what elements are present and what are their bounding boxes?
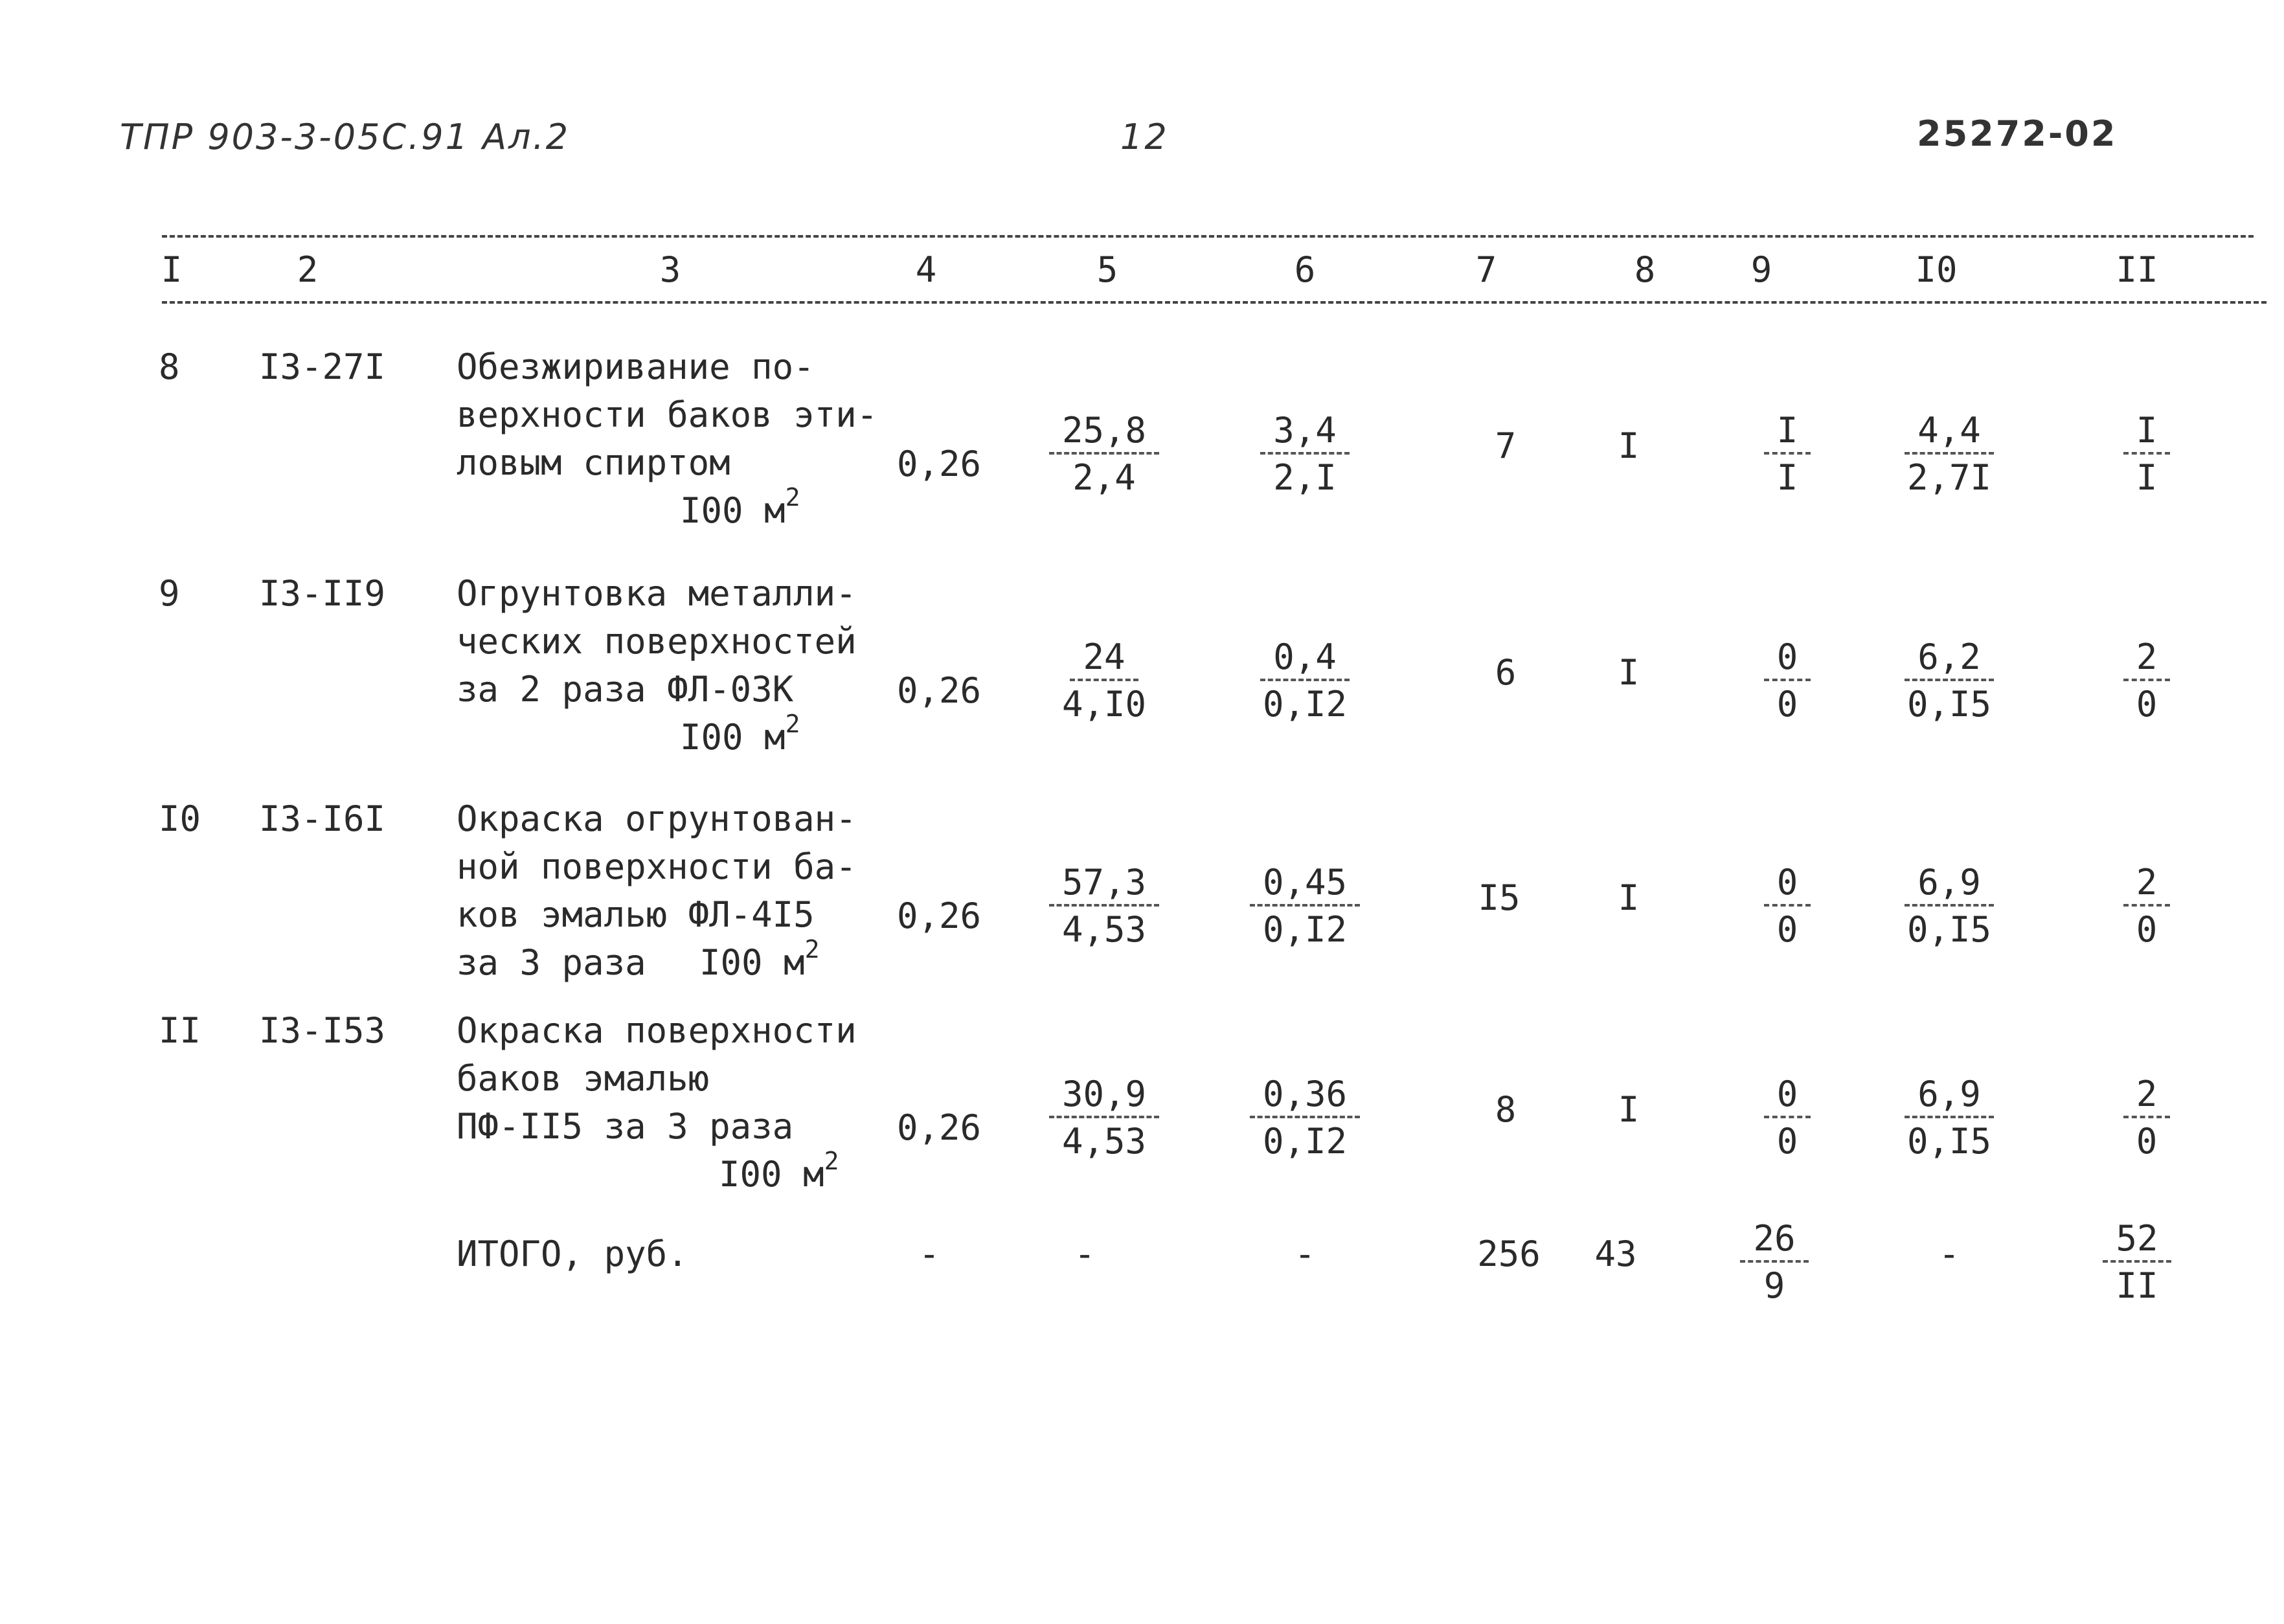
table-top-rule [162,235,2254,238]
column-header: 9 [1750,249,1772,290]
row-col11-fraction: $\frac{2}{0}$ [2063,636,2231,728]
row-col9-fraction: $\frac{0}{0}$ [1703,636,1871,728]
page-number: 12 [1120,117,1169,157]
document-number: 25272-02 [1917,113,2118,154]
row-unit: I00 $м^2$ [680,710,800,758]
row-col9-fraction: $\frac{0}{0}$ [1703,861,1871,953]
row-description-line: Окраска поверхности [457,1010,857,1051]
row-description-line: верхности баков эти- [457,394,878,435]
row-unit: I00 $м^2$ [719,1147,839,1195]
total-col9-fraction: $\frac{26}{9}$ [1690,1217,1859,1309]
row-col11-fraction: $\frac{2}{0}$ [2063,1073,2231,1165]
document-code: ТПР 903-3-05С.91 Ал.2 [120,117,571,157]
row-col6-fraction: $\frac{3,4}{2,I}$ [1221,409,1389,501]
row-code: I3-I6I [259,798,386,839]
row-unit: I00 $м^2$ [699,935,820,983]
row-description-line: ловым спиртом [457,442,730,483]
row-description-line: ков эмалью ФЛ-4I5 [457,894,815,935]
total-col6: - [1294,1234,1316,1274]
row-col9-fraction: $\frac{0}{0}$ [1703,1073,1871,1165]
row-col9-fraction: $\frac{I}{I}$ [1703,409,1871,501]
row-rate: 0,26 [897,670,982,711]
column-header: 2 [297,249,319,290]
row-description-line: Огрунтовка металли- [457,573,857,614]
row-description-line: за 2 раза ФЛ-03К [457,669,794,710]
row-col8: I [1618,652,1640,693]
row-col8: I [1618,425,1640,466]
row-col6-fraction: $\frac{0,4}{0,I2}$ [1221,636,1389,728]
column-header-rule [162,301,2267,304]
row-col11-fraction: $\frac{2}{0}$ [2063,861,2231,953]
row-col7: I5 [1478,877,1521,918]
row-col5-fraction: $\frac{57,3}{4,53}$ [1020,861,1188,953]
row-rate: 0,26 [897,896,982,936]
row-col10-fraction: $\frac{6,2}{0,I5}$ [1865,636,2033,728]
row-description-line: Окраска огрунтован- [457,798,857,839]
row-rate: 0,26 [897,1107,982,1148]
total-label: ИТОГО, руб. [457,1234,688,1274]
row-col6-fraction: $\frac{0,45}{0,I2}$ [1221,861,1389,953]
column-header: 7 [1475,249,1497,290]
row-description-line: баков эмалью [457,1058,710,1099]
row-code: I3-27I [259,346,386,387]
row-number: II [159,1010,201,1051]
total-col4: - [918,1234,940,1274]
column-header: 8 [1634,249,1656,290]
row-number: 8 [159,346,180,387]
column-header: 4 [915,249,937,290]
row-description-line: за 3 раза [457,942,646,983]
row-col7: 6 [1495,652,1517,693]
row-col10-fraction: $\frac{6,9}{0,I5}$ [1865,1073,2033,1165]
row-col10-fraction: $\frac{4,4}{2,7I}$ [1865,409,2033,501]
row-col5-fraction: $\frac{24}{4,I0}$ [1061,637,1147,725]
column-header: 3 [659,249,681,290]
row-col5-fraction: $\frac{30,9}{4,53}$ [1020,1073,1188,1165]
row-col11-fraction: $\frac{I}{I}$ [2063,409,2231,501]
column-header: 5 [1096,249,1118,290]
row-description-line: ческих поверхностей [457,621,857,662]
row-col7: 7 [1495,425,1517,466]
column-header: I [161,249,183,290]
row-description-line: ПФ-II5 за 3 раза [457,1106,794,1147]
row-number: 9 [159,573,180,614]
row-number: I0 [159,798,201,839]
row-col5-fraction: $\frac{25,8}{2,4}$ [1020,409,1188,501]
total-col11-fraction: $\frac{52}{II}$ [2053,1217,2221,1309]
row-col8: I [1618,1089,1640,1130]
row-col6-fraction: $\frac{0,36}{0,I2}$ [1221,1073,1389,1165]
row-description-line: ной поверхности ба- [457,846,857,887]
row-col7: 8 [1495,1089,1517,1130]
total-col8: 43 [1594,1234,1637,1274]
row-rate: 0,26 [897,444,982,484]
total-col7: 256 [1477,1234,1541,1274]
column-header: II [2116,249,2158,290]
total-col5: - [1074,1234,1096,1274]
row-description-line: Обезжиривание по- [457,346,815,387]
column-header: I0 [1915,249,1958,290]
row-code: I3-I53 [259,1010,386,1051]
row-col8: I [1618,877,1640,918]
row-code: I3-II9 [259,573,386,614]
column-header: 6 [1294,249,1316,290]
row-unit: I00 $м^2$ [680,483,800,531]
total-col10: - [1938,1234,1960,1274]
row-col10-fraction: $\frac{6,9}{0,I5}$ [1865,861,2033,953]
